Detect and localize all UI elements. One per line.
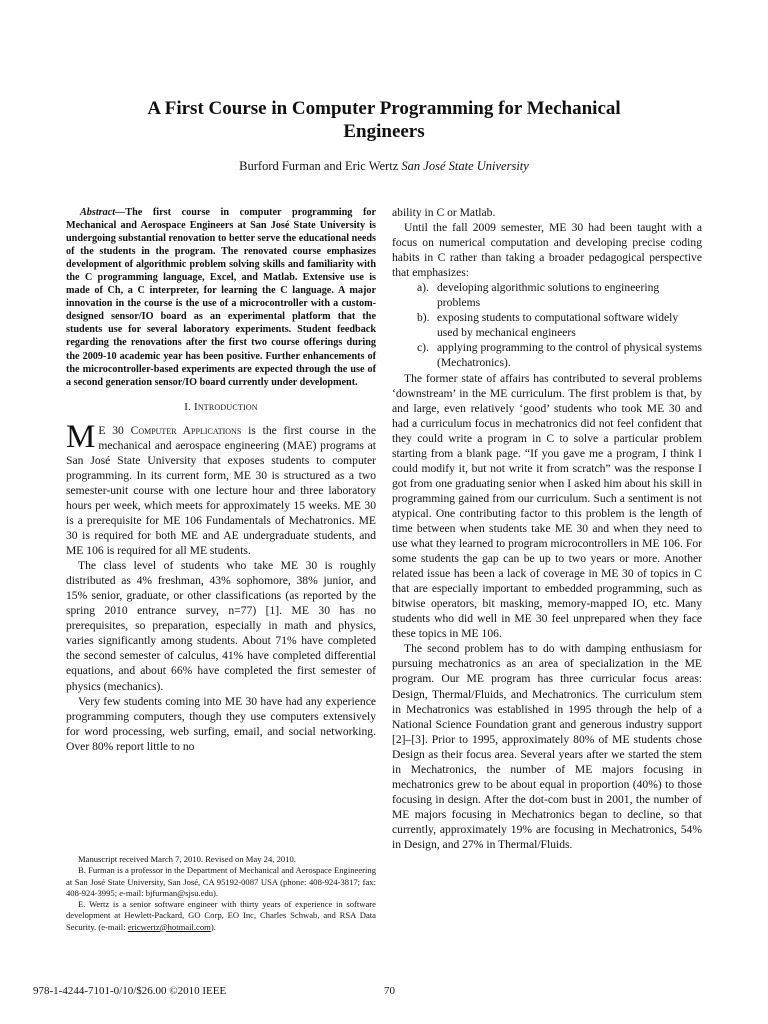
abstract (66, 206, 376, 389)
author-names: Burford Furman and Eric Wertz (239, 159, 402, 173)
emphasis-list (392, 280, 702, 370)
continued-paragraph: ability in C or Matlab. (392, 206, 496, 219)
left-column (66, 206, 376, 754)
paragraph-second-problem: The second problem has to do with damping enthusiasm for pursuing mechatronics as an area of specialization in the ME program. Our ME program has three curricular focus areas: Design, Thermal/Fluids, and Mechatronics. The curriculum stem in Mechatronics was established in 1995 through the help of a National Science Foundation grant and generous industry support [2]–[3]. Prior to 1995, approximately 80% of ME students chose Design as their focus area. Several years after we started the stem in Mechatronics, the number of ME majors focusing in mechatronics grew to be about equal in proportion (40%) to those focusing in design. After the dot-com bust in 2001, the number of ME majors focusing in Mechatronics began to decline, so that currently, approximately 19% are focusing in Mechatronics, 54% in Design, and 27% in Thermal/Fluids. (392, 642, 702, 851)
course-name: E 30 Computer Applications (98, 423, 242, 437)
author-affiliation: San José State University (401, 159, 529, 173)
paper-title (90, 97, 678, 143)
list-marker: a). (417, 281, 429, 295)
footnote-furman: B. Furman is a professor in the Department of Mechanical and Aerospace Engineering at San José State University, San José, CA 95192-0087 USA (phone: 408-924-3817; fax: 408-924-3995; e-mail: bjfurman@sjsu.edu). (66, 865, 376, 898)
footnote-wertz-text: E. Wertz is a senior software engineer with thirty years of experience in software development at Hewlett-Packard, GO Corp, EO Inc, Charles Schwab, and RSA Data Security. (e-mail: (66, 899, 376, 932)
list-item (392, 340, 702, 370)
footnote-manuscript: Manuscript received March 7, 2010. Revised on May 24, 2010. (78, 854, 296, 864)
list-marker: c). (417, 341, 429, 355)
footnotes (66, 854, 376, 933)
intro-paragraph-1 (66, 418, 377, 558)
paragraph-pedagogy: Until the fall 2009 semester, ME 30 had been taught with a focus on numerical computation and developing precise coding habits in C rather than taking a broader pedagogical perspective that emphasizes: (392, 221, 702, 280)
footnote-wertz-end: ). (210, 921, 216, 932)
list-marker: b). (417, 311, 430, 325)
isbn-footer: 978-1-4244-7101-0/10/$26.00 ©2010 IEEE (33, 985, 227, 997)
list-text: exposing students to computational software widely used by mechanical engineers (437, 311, 679, 340)
intro-paragraph-2: The class level of students who take ME 30 is roughly distributed as 4% freshman, 43% sophomore, 38% junior, and 15% senior, graduate, or other classifications (as reported by the spring 2010 entrance survey, n=77) [1]. ME 30 has no prerequisites, so preparation, especially in math and physics, varies significantly among students. About 71% have completed the second semester of calculus, 41% have completed differential equations, and about 66% have completed the first semester of physics (mechanics). (66, 559, 376, 693)
drop-cap: M (66, 418, 96, 455)
abstract-text: The first course in computer programming for Mechanical and Aerospace Engineers at San José State University is undergoing substantial renovation to better serve the educational needs of the students in the program. The renovated course emphasizes development of algorithmic problem solving skills and familiarity with the C programming language, Excel, and Matlab. Extensive use is made of Ch, a C interpreter, for learning the C language. A major innovation in the course is the use of a microcontroller with a custom-designed sensor/IO board as an experimental platform that the students use for several laboratory experiments. Student feedback regarding the renovations after the first two course offerings during the 2009-10 academic year has been positive. Further enhancements of the microcontroller-based experiments are expected through the use of a second generation sensor/IO board currently under development. (66, 207, 376, 388)
paragraph-problems: The former state of affairs has contributed to several problems ‘downstream’ in the ME curriculum. The first problem is that, by and large, even relatively ‘good’ students who took ME 30 and had a curriculum focus in mechatronics did not feel confident that they could write a program in C to solve a particular problem starting from a blank page. “If you gave me a program, I think I could modify it, but not write it from scratch” was the response I got from one graduating senior when I asked him about his skill in programming gained from our curriculum. Such a sentiment is not atypical. One contributing factor to this problem is the length of time between when students take ME 30 and when they need to use what they learned to program microcontrollers in ME 106. For some students the gap can be up to two years or more. Another related issue has been a lack of coverage in ME 30 of topics in C that are especially important to embedded programming, such as bitwise operators, bit masking, memory-mapped IO, etc. Many students who did well in ME 30 feel unprepared when they face these topics in ME 106. (392, 371, 702, 641)
right-column (392, 205, 702, 852)
intro-paragraph-1-text: is the first course in the mechanical and aerospace engineering (MAE) programs at San José State University that exposes students to computer programming. In its current form, ME 30 is structured as a two semester-unit course with one lecture hour and three laboratory hours per week, which meets for approximately 15 weeks. ME 30 is a prerequisite for ME 106 Fundamentals of Mechatronics. ME 30 is required for both ME and AE undergraduate students, and ME 106 is required for all ME students. (66, 423, 377, 558)
page-number: 70 (384, 985, 395, 997)
section-heading-introduction (66, 400, 376, 415)
abstract-label: Abstract— (80, 207, 126, 218)
list-item (392, 310, 702, 340)
section-number: I. (184, 400, 194, 413)
list-text: applying programming to the control of physical systems (Mechatronics). (437, 341, 703, 370)
title-line-1: A First Course in Computer Programming for Mechanical (147, 98, 621, 119)
author-line (90, 158, 678, 174)
title-line-2: Engineers (343, 121, 425, 142)
list-item (392, 280, 702, 310)
footnote-wertz (66, 899, 376, 933)
intro-paragraph-3: Very few students coming into ME 30 have had any experience programming computers, though they use computers extensively for word processing, web surfing, email, and social networking. Over 80% report little to no (66, 694, 376, 753)
email-link[interactable]: ericwertz@hotmail.com (127, 921, 211, 932)
list-text: developing algorithmic solutions to engineering problems (437, 281, 660, 310)
section-title: Introduction (193, 400, 258, 413)
